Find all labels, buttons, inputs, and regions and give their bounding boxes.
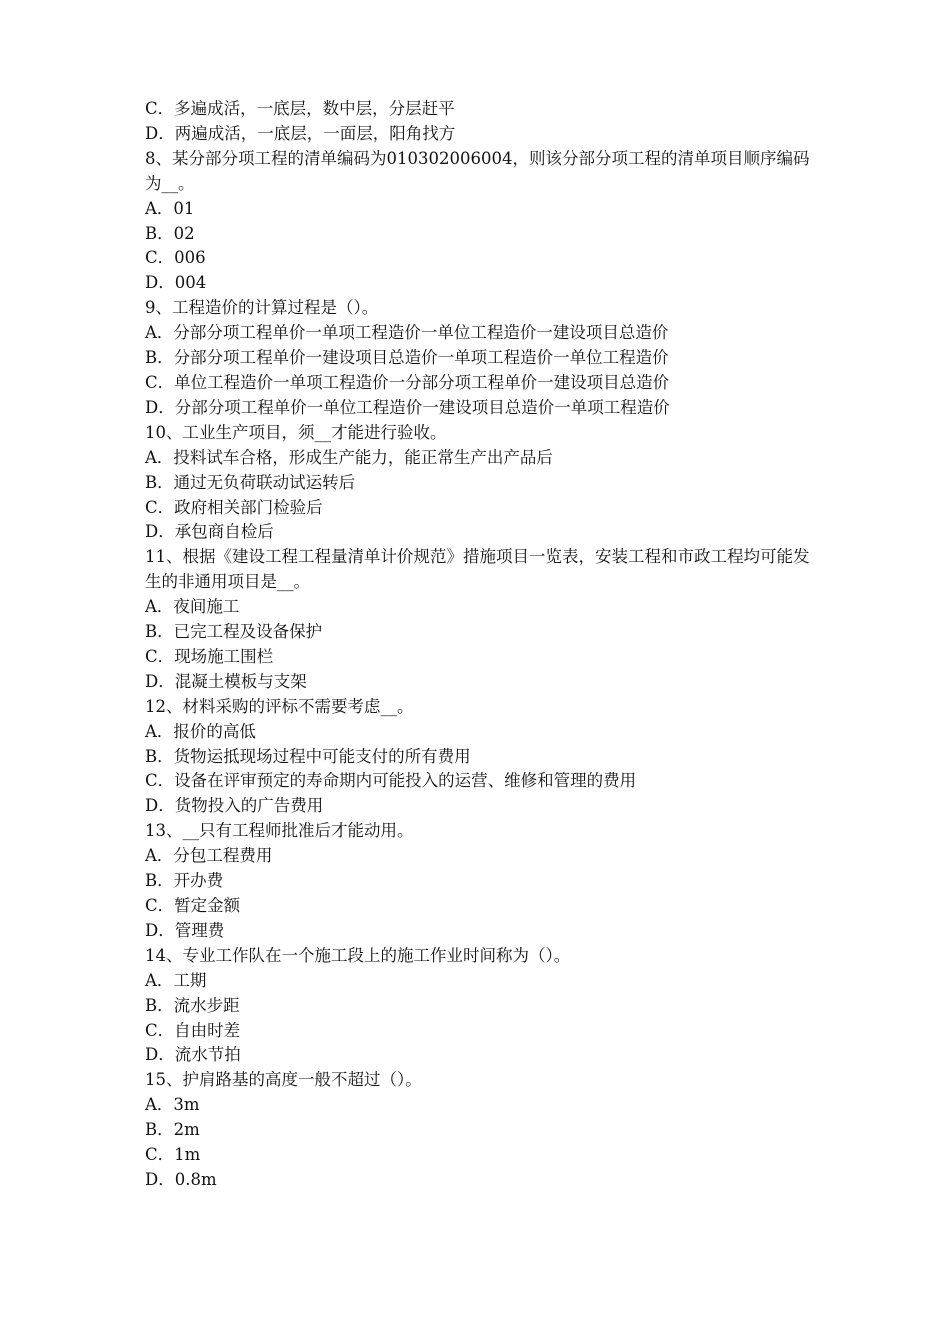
option-line: A．夜间施工 (145, 597, 240, 617)
option-line: A．分部分项工程单价一单项工程造价一单位工程造价一建设项目总造价 (145, 323, 669, 343)
option-line: D．分部分项工程单价一单位工程造价一建设项目总造价一单项工程造价 (145, 397, 670, 417)
option-line: A．报价的高低 (145, 721, 256, 741)
option-line: D．流水节拍 (145, 1045, 241, 1065)
question-line: 10、工业生产项目，须__才能进行验收。 (145, 422, 447, 442)
question-line: 8、某分部分项工程的清单编码为010302006004，则该分部分项工程的清单项目顺序编码为__。 (145, 148, 810, 193)
option-line: C．多遍成活，一底层，数中层，分层赶平 (145, 99, 455, 118)
option-line: A．3m (145, 1095, 200, 1115)
option-line: D．两遍成活，一底层，一面层，阳角找方 (145, 123, 456, 143)
option-line: D．混凝土模板与支架 (145, 671, 307, 691)
option-line: A．投料试车合格，形成生产能力，能正常生产出产品后 (145, 447, 553, 467)
option-line: A．工期 (145, 970, 207, 990)
question-line: 13、__只有工程师批准后才能动用。 (145, 821, 414, 841)
question-line: 14、专业工作队在一个施工段上的施工作业时间称为（）。 (145, 945, 571, 965)
option-line: B．02 (145, 223, 195, 243)
option-line: A．01 (145, 198, 195, 218)
option-line: B．分部分项工程单价一建设项目总造价一单项工程造价一单位工程造价 (145, 348, 669, 368)
option-line: B．通过无负荷联动试运转后 (145, 472, 356, 492)
option-line: C．单位工程造价一单项工程造价一分部分项工程单价一建设项目总造价 (145, 372, 670, 392)
option-line: C．自由时差 (145, 1020, 241, 1040)
option-line: D．004 (145, 273, 207, 293)
option-line: C．暂定金额 (145, 896, 241, 915)
option-line: B．货物运抵现场过程中可能支付的所有费用 (145, 746, 471, 766)
question-line: 11、根据《建设工程工程量清单计价规范》措施项目一览表，安装工程和市政工程均可能发生的非通用项目是__。 (145, 547, 810, 592)
option-line: D．0.8m (145, 1169, 217, 1189)
option-line: D．承包商自检后 (145, 522, 274, 542)
option-line: C．设备在评审预定的寿命期内可能投入的运营、维修和管理的费用 (145, 771, 637, 791)
option-line: A．分包工程费用 (145, 846, 273, 866)
option-line: D．管理费 (145, 920, 225, 940)
option-line: C．现场施工围栏 (145, 646, 274, 666)
question-line: 12、材料采购的评标不需要考虑__。 (145, 696, 414, 716)
question-line: 15、护肩路基的高度一般不超过（）。 (145, 1070, 422, 1090)
option-line: B．已完工程及设备保护 (145, 622, 323, 642)
option-line: C．1m (145, 1145, 201, 1165)
option-line: D．货物投入的广告费用 (145, 796, 324, 816)
option-line: C．006 (145, 248, 206, 268)
question-line: 9、工程造价的计算过程是（）。 (145, 298, 379, 318)
option-line: B．开办费 (145, 871, 224, 891)
option-line: C．政府相关部门检验后 (145, 497, 323, 517)
option-line: B．2m (145, 1120, 200, 1140)
option-line: B．流水步距 (145, 995, 240, 1015)
document-body (145, 97, 817, 1193)
